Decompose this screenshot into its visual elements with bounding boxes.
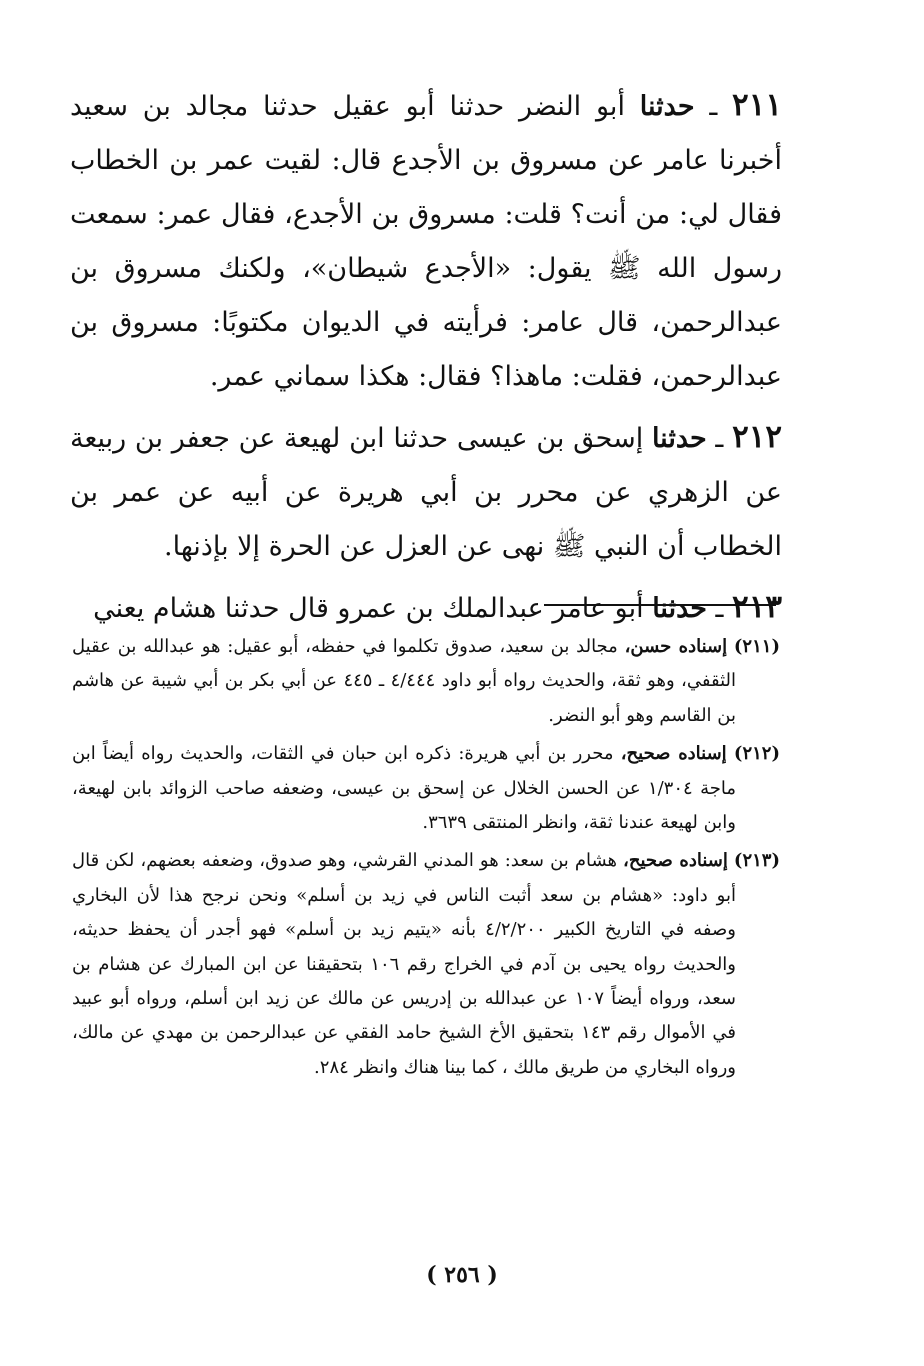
hadith-keyword: حدثنا: [652, 593, 707, 624]
hadith-body: أبو عامر عبدالملك بن عمرو قال حدثنا هشام يعني: [93, 593, 644, 624]
footnote-body: محرر بن أبي هريرة: ذكره ابن حبان في الثقات، والحديث رواه أيضاً ابن ماجة ١/٣٠٤ عن الحسن الخلال عن إسحق بن عيسى، وضعفه صاحب الزوائد بابن لهيعة، وابن لهيعة عندنا ثقة، وانظر المنتقى ٣٦٣٩.: [72, 743, 736, 834]
hadith-keyword: حدثنا: [651, 423, 707, 454]
hadith-number: ٢١٢: [732, 419, 783, 455]
hadith-body: أبو النضر حدثنا أبو عقيل حدثنا مجالد بن سعيد أخبرنا عامر عن مسروق بن الأجدع قال: لقيت عمر بن الخطاب فقال لي: من أنت؟ قلت: مسروق بن الأجدع، فقال عمر: سمعت رسول الله ﷺ يقول: «الأجدع شيطان»، ولكنك مسروق بن عبدالرحمن، قال عامر: فرأيته في الديوان مكتوبًا: مسروق بن عبدالرحمن، فقلت: ماهذا؟ فقال: هكذا سماني عمر.: [70, 91, 782, 392]
footnote-label: إسناده حسن،: [624, 636, 728, 657]
footnote-label: إسناده صحيح،: [620, 743, 727, 765]
footnote-label: إسناده صحيح،: [623, 850, 728, 872]
footnote-ref: (٢١٣): [733, 850, 780, 872]
hadith-number: ٢١٣: [732, 589, 782, 625]
footnote-ref: (٢١١): [733, 636, 780, 657]
hadith-212: ٢١٢ ـ حدثنا إسحق بن عيسى حدثنا ابن لهيعة عن جعفر بن ربيعة عن الزهري عن محرر بن أبي هريرة عن أبيه عن عمر بن الخطاب أن النبي ﷺ نهى عن العزل عن الحرة إلا بإذنها.: [70, 419, 783, 562]
hadith-number: ٢١١: [732, 87, 782, 123]
footnotes: [72, 630, 780, 1089]
footnote-213: [72, 844, 780, 1085]
hadith-211: ٢١١ ـ حدثنا أبو النضر حدثنا أبو عقيل حدثنا مجالد بن سعيد أخبرنا عامر عن مسروق بن الأجدع قال: لقيت عمر بن الخطاب فقال لي: من أنت؟ قلت: مسروق بن الأجدع، فقال عمر: سمعت رسول الله ﷺ يقول: «الأجدع شيطان»، ولكنك مسروق بن عبدالرحمن، قال عامر: فرأيته في الديوان مكتوبًا: مسروق بن عبدالرحمن، فقلت: ماهذا؟ فقال: هكذا سماني عمر.: [70, 87, 782, 392]
hadith-body: إسحق بن عيسى حدثنا ابن لهيعة عن جعفر بن ربيعة عن الزهري عن محرر بن أبي هريرة عن أبيه عن عمر بن الخطاب أن النبي ﷺ نهى عن العزل عن الحرة إلا بإذنها.: [70, 423, 782, 562]
footnote-ref: (٢١٢): [733, 743, 780, 765]
footnote-separator: [544, 604, 776, 606]
hadith-213: ٢١٣ ـ حدثنا أبو عامر عبدالملك بن عمرو قال حدثنا هشام يعني: [93, 589, 782, 625]
page-number: ( ٢٥٦ ): [426, 1262, 498, 1288]
footnote-body: هشام بن سعد: هو المدني القرشي، وهو صدوق، وضعفه بعضهم، لكن قال أبو داود: «هشام بن سعد أثبت الناس في زيد بن أسلم» ونحن نرجح هذا لأن البخاري وصفه في التاريخ الكبير ٤/٢/٢٠٠ بأنه «يتيم زيد بن أسلم» فهو أجدر أن يحفظ حديثه، والحديث رواه يحيى بن آدم في الخراج رقم ١٠٦ بتحقيقنا عن ابن المبارك عن هشام بن سعد، ورواه أيضاً ١٠٧ عن عبدالله بن إدريس عن مالك عن زيد ابن أسلم، ورواه أبو عبيد في الأموال رقم ١٤٣ بتحقيق الأخ الشيخ حامد الفقي عن عبدالرحمن بن مهدي عن مالك، ورواه البخاري من طريق مالك ، كما بينا هناك وانظر ٢٨٤.: [72, 850, 737, 1078]
hadith-keyword: حدثنا: [639, 91, 695, 122]
footnote-211: [72, 630, 780, 733]
footnote-body: مجالد بن سعيد، صدوق تكلموا في حفظه، أبو عقيل: هو عبدالله بن عقيل الثقفي، وهو ثقة، والحديث رواه أبو داود ٤/٤٤٤ ـ ٤٤٥ عن أبي بكر بن أبي شيبة عن هاشم بن القاسم وهو أبو النضر.: [72, 636, 736, 726]
footnote-212: [72, 737, 780, 840]
hadith-text: [70, 78, 782, 642]
